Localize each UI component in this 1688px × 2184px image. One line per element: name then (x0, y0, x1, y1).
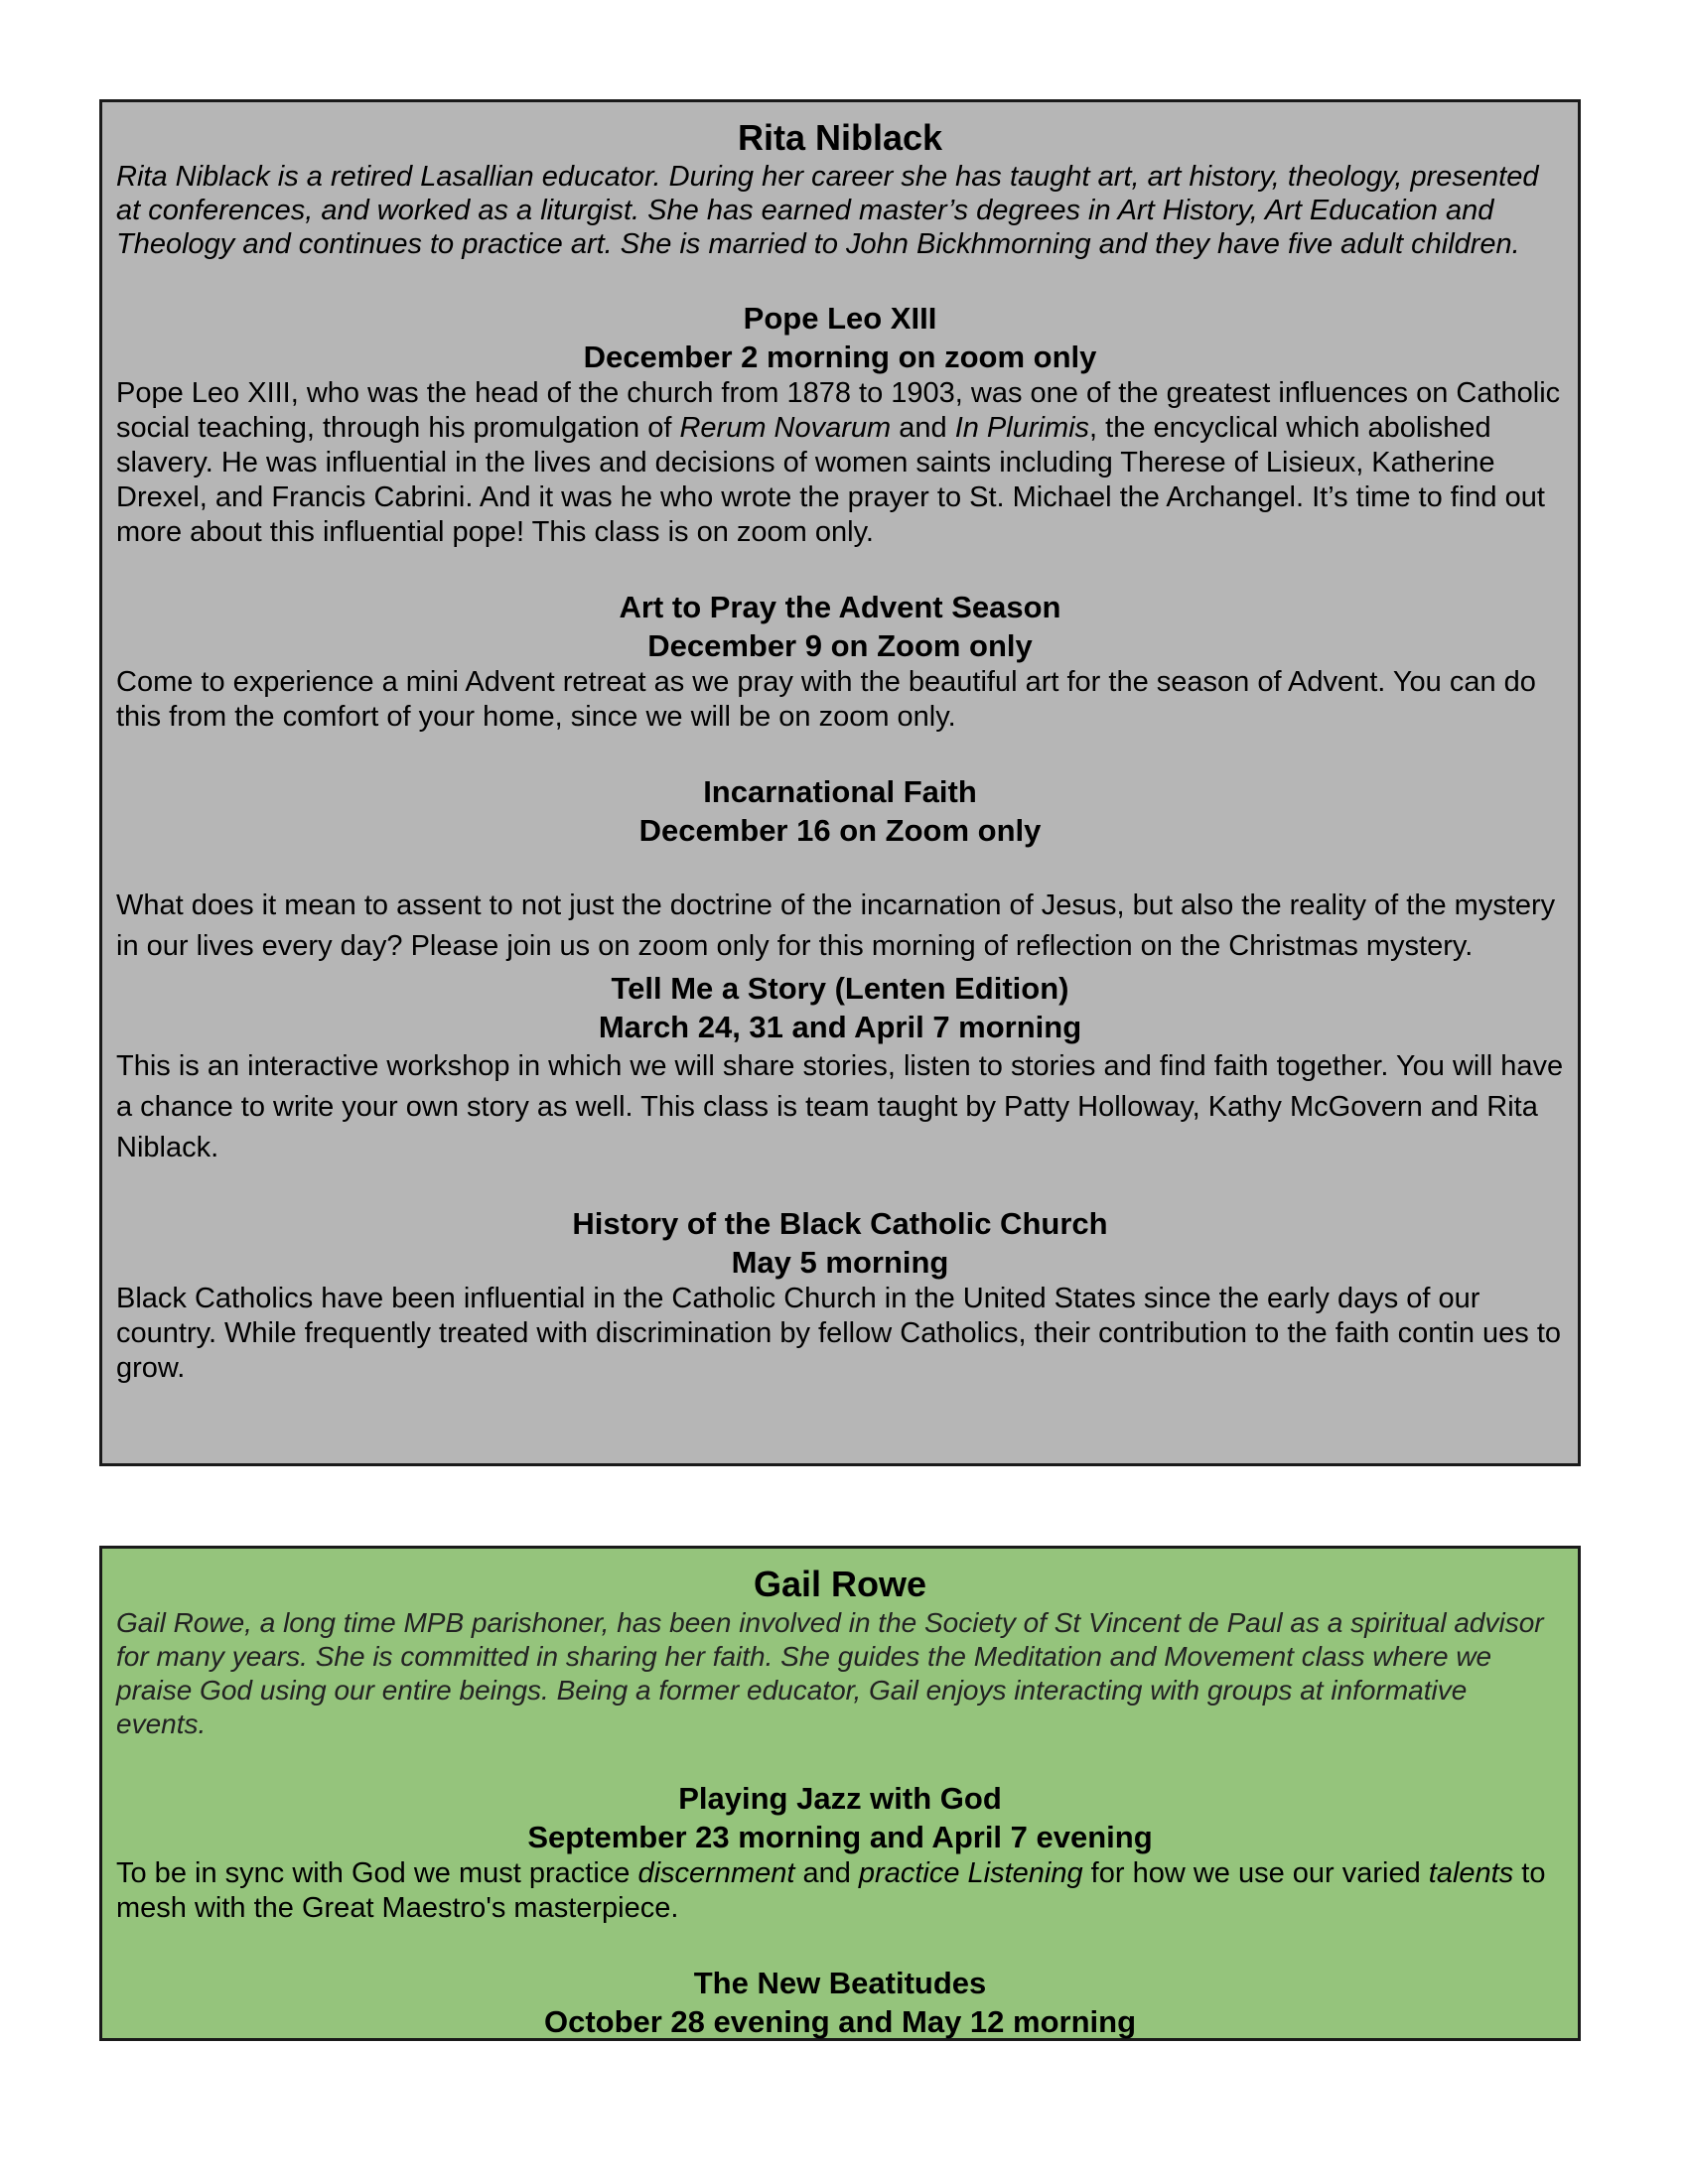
desc-emphasis: Rerum Novarum (679, 412, 892, 444)
course-date: October 28 evening and May 12 morning (543, 2004, 1137, 2039)
course-date: December 9 on Zoom only (647, 628, 1033, 663)
desc-emphasis: talents (1428, 1857, 1514, 1889)
course-incarnational-faith (116, 772, 1564, 967)
desc-text: Pope Leo XIII, who was the head of the church from 1878 to 1903, was one of the greatest influences on Catholic social teaching, through his promulgation of (116, 377, 1561, 444)
course-date: September 23 morning and April 7 evening (527, 1820, 1153, 1854)
course-black-catholic-history (116, 1204, 1564, 1386)
course-date: May 5 morning (731, 1245, 949, 1280)
course-date: December 16 on Zoom only (638, 813, 1042, 848)
course-new-beatitudes (116, 1964, 1564, 2041)
course-playing-jazz (116, 1779, 1564, 1926)
course-date: March 24, 31 and April 7 morning (598, 1010, 1082, 1044)
instructor-bio: Rita Niblack is a retired Lasallian educator. During her career she has taught art, art history, theology, presented at conferences, and worked as a liturgist. She has earned master’s degrees in Art History, Art Education and Theology and continues to practice art. She is married to John Bickhmorning and they have five adult children. (116, 161, 1539, 260)
instructor-name: Rita Niblack (737, 117, 943, 158)
course-description: Come to experience a mini Advent retreat as we pray with the beautiful art for the season of Advent. You can do this from the comfort of your home, since we will be on zoom only. (116, 666, 1536, 733)
desc-emphasis: discernment (637, 1857, 795, 1889)
desc-text: to mesh with the Great Maestro's masterpiece. (116, 1857, 1546, 1924)
course-pope-leo (116, 299, 1564, 550)
course-title: Art to Pray the Advent Season (619, 590, 1061, 624)
course-title: Incarnational Faith (703, 774, 977, 809)
course-description: This is an interactive workshop in which we will share stories, listen to stories and find faith together. You will have a chance to write your own story as well. This class is team taught by Patty Holloway, Kathy McGovern and Rita Niblack. (116, 1050, 1564, 1163)
desc-emphasis: In Plurimis (954, 412, 1090, 444)
rita-niblack-section (99, 99, 1581, 1466)
gail-rowe-section (99, 1546, 1581, 2041)
course-tell-me-a-story (116, 969, 1564, 1168)
course-title: Tell Me a Story (Lenten Edition) (611, 971, 1069, 1006)
course-title: Playing Jazz with God (678, 1781, 1002, 1816)
desc-text: and (891, 412, 955, 444)
desc-text: , the encyclical which abolished slavery. He was influential in the lives and decisions of women saints including Therese of Lisieux, Katherine Drexel, and Francis Cabrini. And it was he who wrote the prayer to St. Michael the Archangel. It’s time to find out more about this influential pope! This class is on zoom only. (116, 412, 1545, 548)
desc-text: To be in sync with God we must practice (116, 1857, 638, 1889)
course-title: The New Beatitudes (693, 1966, 987, 2000)
course-title: History of the Black Catholic Church (572, 1206, 1108, 1241)
desc-emphasis: practice Listening (858, 1857, 1083, 1889)
course-description: Black Catholics have been influential in the Catholic Church in the United States since the early days of our country. While frequently treated with discrimination by fellow Catholics, their contribution to the faith contin ues to grow. (116, 1283, 1562, 1384)
instructor-name: Gail Rowe (753, 1564, 927, 1604)
course-date: December 2 morning on zoom only (583, 340, 1097, 374)
desc-text: for how we use our varied (1082, 1857, 1429, 1889)
desc-text: and (794, 1857, 859, 1889)
instructor-bio: Gail Rowe, a long time MPB parishoner, has been involved in the Society of St Vincent de Paul as a spiritual advisor for many years. She is committed in sharing her faith. She guides the Meditation and Movement class where we praise God using our entire beings. Being a former educator, Gail enjoys interacting with groups at informative events. (116, 1607, 1544, 1739)
course-description (116, 376, 1564, 550)
course-description: What does it mean to assent to not just the doctrine of the incarnation of Jesus, but also the reality of the mystery in our lives every day? Please join us on zoom only for this morning of reflection on the Christmas mystery. (116, 889, 1556, 962)
course-description (116, 1856, 1564, 1926)
course-title: Pope Leo XIII (743, 301, 937, 336)
course-art-advent (116, 588, 1564, 735)
